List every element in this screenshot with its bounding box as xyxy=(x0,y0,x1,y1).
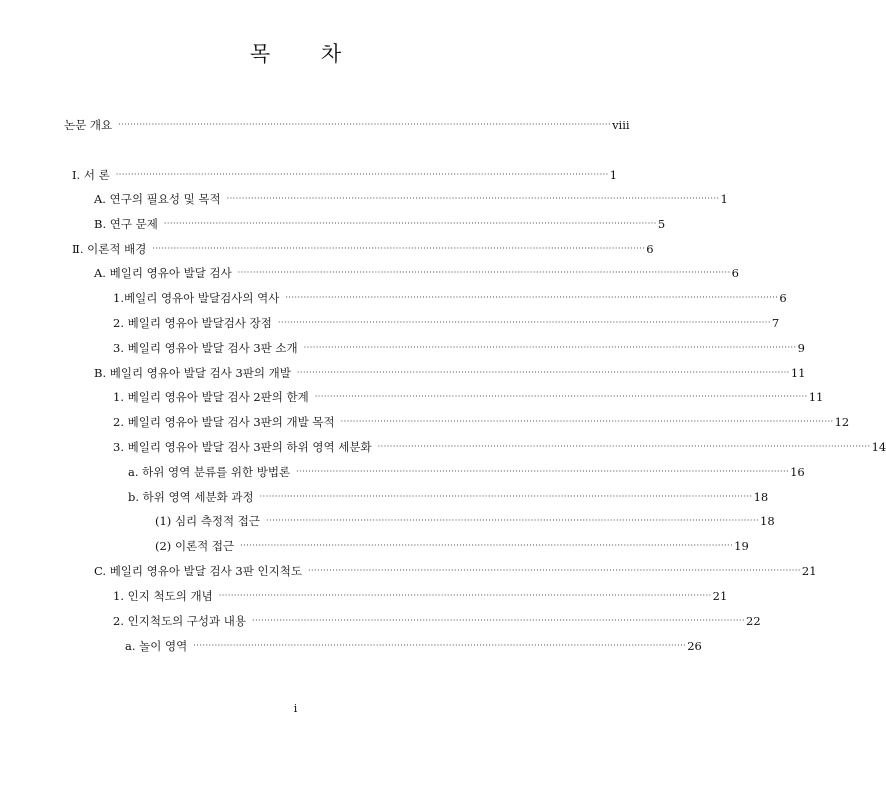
toc-leader: ·································································································································································· xyxy=(218,591,712,600)
toc-page-number: 7 xyxy=(771,316,780,330)
toc-leader: ·································································································································································· xyxy=(340,417,834,426)
toc-entry-2a-2[interactable] xyxy=(113,310,780,330)
toc-page-number: 18 xyxy=(760,514,775,528)
page-number-footer: i xyxy=(293,702,298,715)
toc-entry-2b-3-b-1[interactable] xyxy=(155,508,775,528)
toc-entry-2c-2[interactable] xyxy=(113,608,761,628)
toc-label: Ⅰ. 서 론 xyxy=(72,168,110,182)
toc-label: 논문 개요 xyxy=(64,118,113,132)
toc-label: 1. 베일리 영유아 발달 검사 2판의 한계 xyxy=(113,390,309,404)
toc-entry-2b-3-a[interactable] xyxy=(128,459,805,479)
toc-entry-1a[interactable] xyxy=(94,186,728,206)
toc-entry-chapter-1[interactable] xyxy=(72,162,618,182)
toc-label: B. 연구 문제 xyxy=(94,217,158,231)
toc-label: 2. 베일리 영유아 발달 검사 3판의 개발 목적 xyxy=(113,415,335,429)
toc-page-number: 19 xyxy=(734,539,749,553)
toc-label: b. 하위 영역 세분화 과정 xyxy=(128,490,254,504)
toc-leader: ·································································································································································· xyxy=(252,616,745,625)
toc-leader: ·································································································································································· xyxy=(285,293,779,302)
toc-page-number: 6 xyxy=(779,291,787,305)
toc-label: 2. 베일리 영유아 발달검사 장점 xyxy=(113,316,272,330)
toc-page-number: 1 xyxy=(609,168,618,182)
toc-page-number: 6 xyxy=(731,266,739,280)
toc-page-number: 1 xyxy=(720,192,728,206)
toc-leader: ·································································································································································· xyxy=(237,268,731,277)
toc-page-number: 14 xyxy=(871,440,886,454)
toc-page-number: viii xyxy=(612,118,630,132)
toc-entry-2a[interactable] xyxy=(94,260,739,280)
toc-page-number: 11 xyxy=(790,366,806,380)
toc-entry-2b-3[interactable] xyxy=(113,434,886,454)
toc-leader: ·································································································································································· xyxy=(303,343,797,352)
toc-label: 3. 베일리 영유아 발달 검사 3판의 하위 영역 세분화 xyxy=(113,440,372,454)
toc-leader: ·································································································································································· xyxy=(266,516,759,525)
toc-page-number: 16 xyxy=(790,465,805,479)
toc-leader: ·································································································································································· xyxy=(314,392,808,401)
toc-leader: ·································································································································································· xyxy=(296,368,790,377)
toc-page-number: 11 xyxy=(808,390,824,404)
toc-leader: ·································································································································································· xyxy=(163,219,657,228)
toc-label: 1. 인지 척도의 개념 xyxy=(113,589,213,603)
toc-page-number: 9 xyxy=(797,341,805,355)
toc-label: a. 하위 영역 분류를 위한 방법론 xyxy=(128,465,291,479)
toc-entry-2c-1[interactable] xyxy=(113,583,728,603)
toc-label: 1.베일리 영유아 발달검사의 역사 xyxy=(113,291,280,305)
toc-entry-2b-3-b-2[interactable] xyxy=(155,533,749,553)
toc-entry-2c-2-a[interactable] xyxy=(125,633,702,653)
toc-label: (2) 이론적 접근 xyxy=(155,539,235,553)
toc-label: 2. 인지척도의 구성과 내용 xyxy=(113,614,247,628)
toc-page-number: 21 xyxy=(712,589,728,603)
toc-leader: ·································································································································································· xyxy=(377,442,871,451)
toc-entry-2b[interactable] xyxy=(94,360,806,380)
toc-entry-2c[interactable] xyxy=(94,558,817,578)
toc-entry-chapter-2[interactable] xyxy=(72,236,654,256)
toc-label: a. 놀이 영역 xyxy=(125,639,188,653)
toc-entry-2b-2[interactable] xyxy=(113,409,850,429)
toc-leader: ·································································································································································· xyxy=(193,641,687,650)
toc-entry-2a-3[interactable] xyxy=(113,335,805,355)
toc-entry-abstract[interactable] xyxy=(64,112,630,132)
toc-leader: ·································································································································································· xyxy=(118,120,612,129)
toc-leader: ·································································································································································· xyxy=(240,541,734,550)
toc-label: 3. 베일리 영유아 발달 검사 3판 소개 xyxy=(113,341,298,355)
toc-leader: ·································································································································································· xyxy=(296,467,790,476)
toc-page-number: 18 xyxy=(753,490,769,504)
toc-label: C. 베일리 영유아 발달 검사 3판 인지척도 xyxy=(94,564,302,578)
toc-label: A. 베일리 영유아 발달 검사 xyxy=(94,266,232,280)
toc-entry-2a-1[interactable] xyxy=(113,285,787,305)
page-title: 목 차 xyxy=(249,42,364,66)
toc-entry-2b-1[interactable] xyxy=(113,384,824,404)
toc-label: (1) 심리 측정적 접근 xyxy=(155,514,261,528)
toc-entry-1b[interactable] xyxy=(94,211,666,231)
toc-label: Ⅱ. 이론적 배경 xyxy=(72,242,147,256)
toc-label: B. 베일리 영유아 발달 검사 3판의 개발 xyxy=(94,366,291,380)
toc-leader: ·································································································································································· xyxy=(259,492,753,501)
toc-page-number: 6 xyxy=(646,242,654,256)
toc-label: A. 연구의 필요성 및 목적 xyxy=(94,192,221,206)
toc-page-number: 21 xyxy=(801,564,817,578)
toc-entry-2b-3-b[interactable] xyxy=(128,484,769,504)
toc-leader: ·································································································································································· xyxy=(226,194,720,203)
toc-leader: ·································································································································································· xyxy=(277,318,771,327)
toc-leader: ·································································································································································· xyxy=(307,566,801,575)
toc-page-number: 26 xyxy=(687,639,702,653)
toc-page-number: 22 xyxy=(746,614,761,628)
toc-leader: ·································································································································································· xyxy=(152,244,646,253)
toc-page-number: 5 xyxy=(657,217,666,231)
toc-leader: ·································································································································································· xyxy=(115,170,609,179)
toc-page-number: 12 xyxy=(834,415,850,429)
